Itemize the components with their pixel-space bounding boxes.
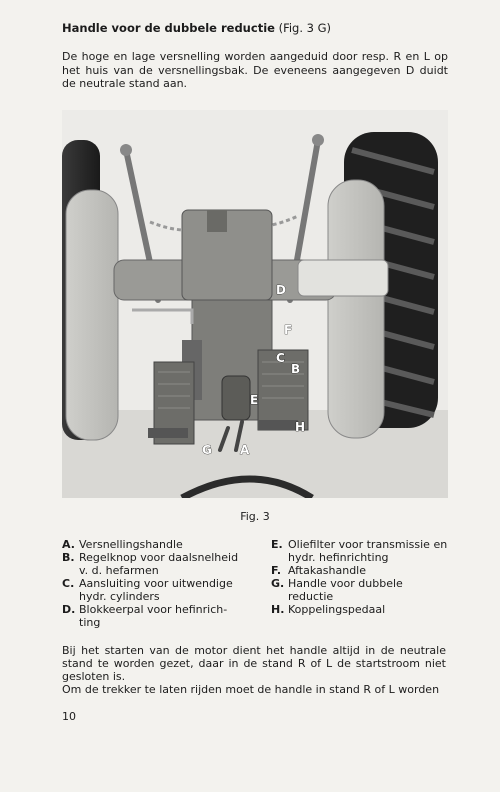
- legend-key: D.: [62, 603, 76, 616]
- left-fender: [66, 190, 118, 440]
- legend-item: [62, 603, 242, 629]
- figure-reference: (Fig. 3 G): [278, 21, 332, 35]
- legend-text: Aftakashandle: [288, 564, 367, 577]
- body-text: [62, 644, 446, 696]
- photo-label-h: H: [295, 420, 306, 434]
- legend-text: Koppelingspedaal: [288, 603, 386, 616]
- section-heading: [62, 21, 462, 35]
- legend-item: [271, 603, 451, 616]
- legend-column-left: [62, 538, 242, 629]
- page-number: 10: [62, 710, 76, 723]
- photo-label-a: A: [240, 443, 250, 457]
- legend-key: C.: [62, 577, 75, 590]
- legend-item: [271, 577, 451, 603]
- legend-item: [62, 538, 242, 551]
- legend-key: G.: [271, 577, 285, 590]
- legend-column-right: [271, 538, 451, 616]
- body-paragraph-1: Bij het starten van de motor dient het handle altijd in de neutrale stand te worden gezet, daar in de stand R of L de startstroom niet gesloten is.: [62, 644, 446, 683]
- section-title: Handle voor de dubbele reductie: [62, 21, 275, 35]
- body-paragraph-2: Om de trekker te laten rijden moet de handle in stand R of L worden: [62, 683, 440, 696]
- legend-text: Versnellingshandle: [79, 538, 183, 551]
- legend-text: Handle voor dubbele reductie: [288, 577, 403, 603]
- legend-text: Regelknop voor daalsnelheid v. d. hefarmen: [79, 551, 239, 577]
- legend-item: [271, 564, 451, 577]
- legend-item: [62, 551, 242, 577]
- figure-caption: Fig. 3: [240, 510, 270, 523]
- photo-label-d: D: [276, 283, 286, 297]
- right-fender: [328, 180, 384, 438]
- photo-label-b: B: [291, 362, 301, 376]
- legend-text: Aansluiting voor uitwendige hydr. cylinders: [79, 577, 233, 603]
- intro-paragraph: De hoge en lage versnelling worden aangeduid door resp. R en L op het huis van de versnellingsbak. De eveneens aangegeven D duidt de neutrale stand aan.: [62, 50, 448, 90]
- photo-label-f: F: [284, 323, 293, 337]
- legend-key: F.: [271, 564, 282, 577]
- photo-label-e: E: [250, 393, 259, 407]
- legend-key: E.: [271, 538, 283, 551]
- legend-item: [62, 577, 242, 603]
- legend-text: Blokkeerpal voor hefinrich-ting: [79, 603, 228, 629]
- legend-key: H.: [271, 603, 285, 616]
- legend-item: [271, 538, 451, 564]
- legend-text: Oliefilter voor transmissie en hydr. hefinrichting: [288, 538, 448, 564]
- photo-label-c: C: [276, 351, 285, 365]
- legend-key: A.: [62, 538, 75, 551]
- legend-key: B.: [62, 551, 75, 564]
- tractor-rear-photo: [62, 110, 448, 498]
- photo-label-g: G: [202, 443, 212, 457]
- tractor-illustration: [62, 110, 448, 498]
